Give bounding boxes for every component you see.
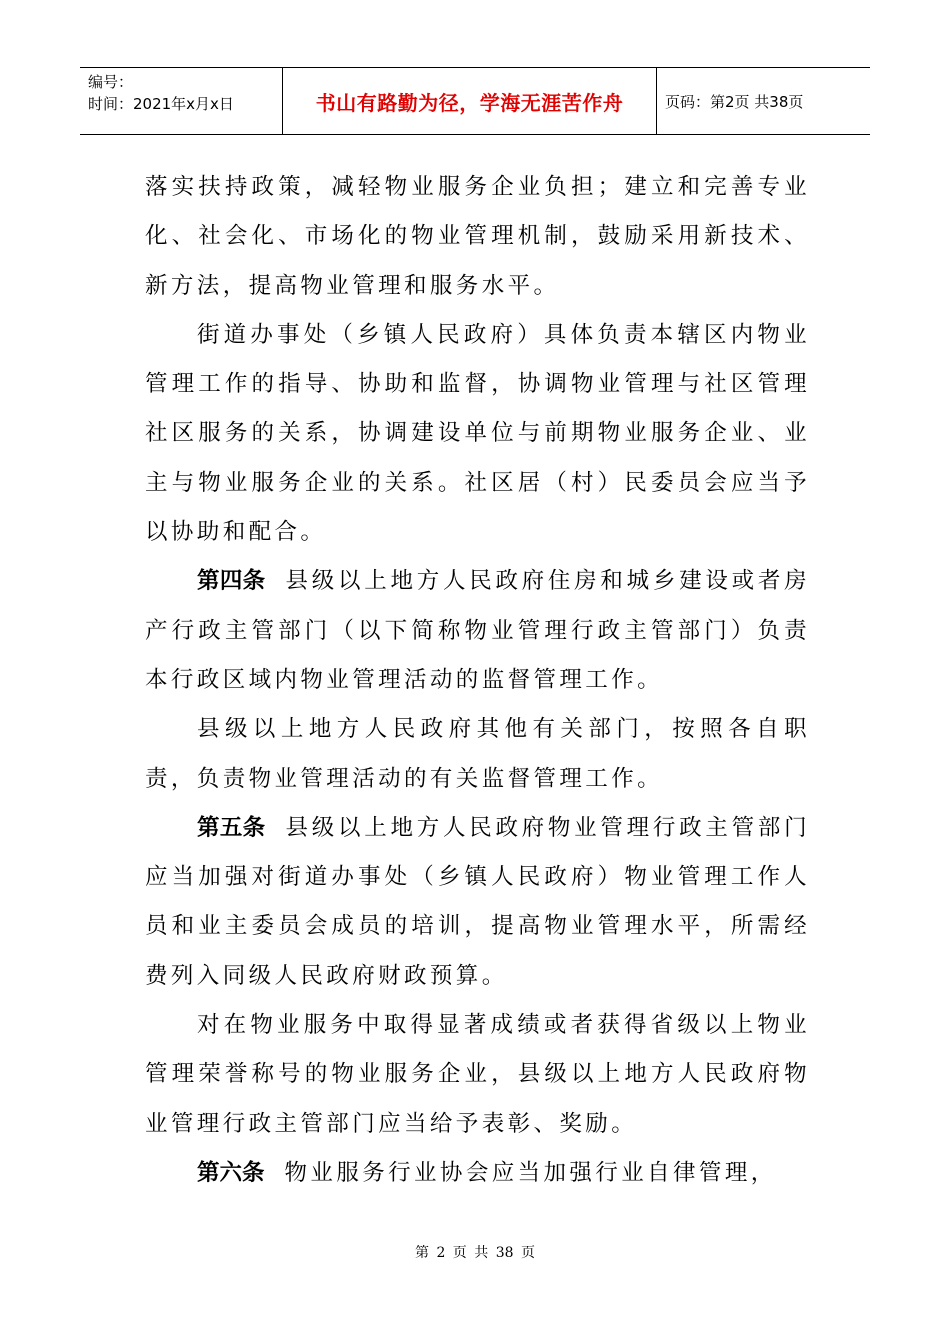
article-paragraph (145, 1149, 810, 1198)
paragraph-text: 对在物业服务中取得显著成绩或者获得省级以上物业管理荣誉称号的物业服务企业，县级以上地方人民政府物业管理行政主管部门应当给予表彰、奖励。 (145, 1012, 810, 1137)
header-page-info: 页码：第2页 共38页 (665, 92, 804, 111)
article-paragraph (145, 557, 810, 705)
article-heading: 第四条 (197, 568, 266, 595)
paragraph (145, 705, 810, 804)
article-paragraph (145, 804, 810, 1001)
paragraph-text: 县级以上地方人民政府其他有关部门，按照各自职责，负责物业管理活动的有关监督管理工作。 (145, 716, 810, 792)
page-footer: 第 2 页 共 38 页 (415, 1245, 535, 1261)
number-label: 编号： (88, 73, 134, 91)
page-header (80, 67, 870, 135)
document-body (145, 163, 810, 1198)
paragraph-text: 物业服务行业协会应当加强行业自律管理， (284, 1159, 777, 1186)
paragraph-text: 县级以上地方人民政府住房和城乡建设或者房产行政主管部门（以下简称物业管理行政主管部门）负责本行政区域内物业管理活动的监督管理工作。 (145, 568, 810, 693)
article-heading: 第六条 (197, 1159, 265, 1186)
paragraph-text: 县级以上地方人民政府物业管理行政主管部门应当加强对街道办事处（乡镇人民政府）物业管理工作人员和业主委员会成员的培训，提高物业管理水平，所需经费列入同级人民政府财政预算。 (145, 814, 810, 989)
date-label: 时间：2021年x月x日 (88, 95, 234, 113)
paragraph (145, 1001, 810, 1149)
paragraph (145, 311, 810, 557)
paragraph-continuation (145, 163, 810, 311)
header-motto: 书山有路勤为径，学海无涯苦作舟 (283, 68, 657, 134)
paragraph-text: 街道办事处（乡镇人民政府）具体负责本辖区内物业管理工作的指导、协助和监督，协调物业管理与社区管理社区服务的关系，协调建设单位与前期物业服务企业、业主与物业服务企业的关系。社区居（村）民委员会应当予以协助和配合。 (145, 321, 810, 546)
header-meta (80, 68, 283, 134)
paragraph-text: 落实扶持政策，减轻物业服务企业负担；建立和完善专业化、社会化、市场化的物业管理机制，鼓励采用新技术、新方法，提高物业管理和服务水平。 (145, 174, 810, 299)
article-heading: 第五条 (197, 814, 266, 841)
